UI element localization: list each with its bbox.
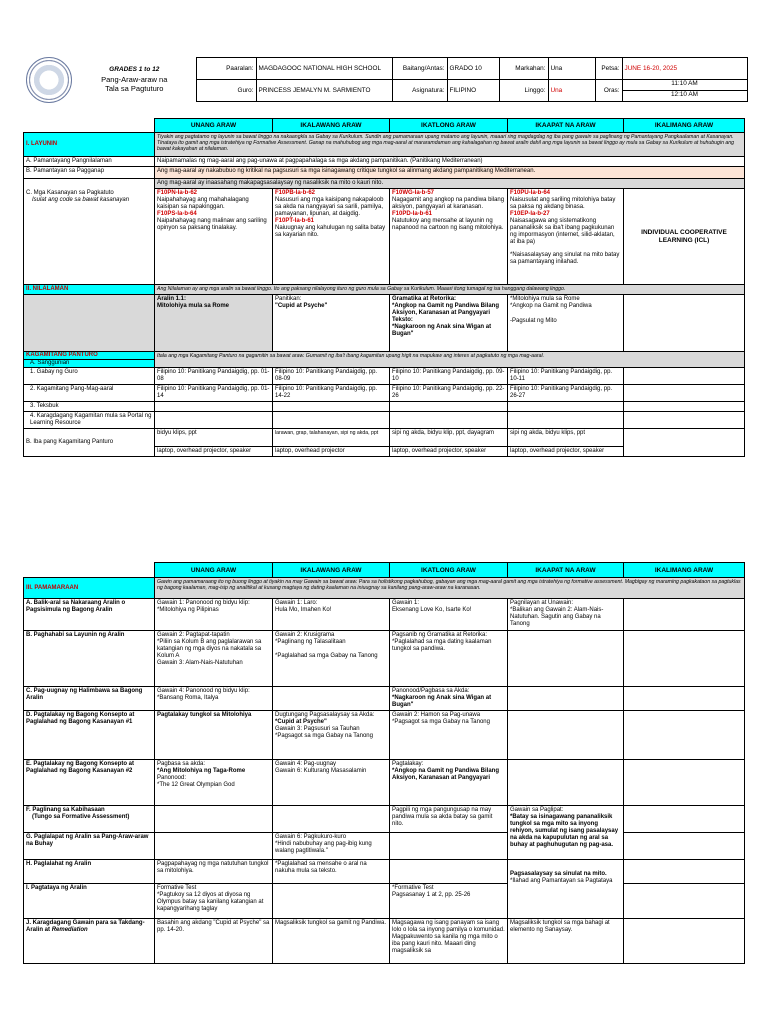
cell: Pagnilayan at Unawain: *Balikan ang Gawain 2: Alam-Nais-Natutuhan. Sagutin ang Gabay na Tanong — [508, 599, 624, 631]
nilalaman-day-3 — [390, 295, 508, 352]
row-label-text: (Tungo sa Formative Assessment) — [32, 814, 130, 820]
cell-text: *Nagkaroon ng Anak sina Wigan at Bugan" — [392, 695, 492, 708]
pamamaraan-heading: III. PAMAMARAAN — [24, 578, 155, 599]
markahan-value: Una — [548, 58, 595, 80]
nilalaman-day-2 — [273, 295, 390, 352]
cell — [508, 711, 624, 760]
competency-code: F10WG-Ia-b-57 — [392, 190, 435, 196]
cell — [508, 631, 624, 687]
cell: Gawain 4: Panonood ng bidyu klip: *Bansang Roma, Italya — [155, 687, 273, 711]
title-line2: Tala sa Pagtuturo — [105, 84, 164, 94]
competency-text: Naipahahayag ang mahahalagang kaisipan sa napakinggan. — [157, 197, 249, 210]
row-label-pagtataya: I. Pagtataya ng Aralin — [24, 884, 155, 919]
layunin-note: Tiyakin ang pagtatamo ng layunin sa bawat linggo na nakaangkla sa Gabay sa Kurikulum. Sundin ang pamamaraan upang matamo ang layunin, maaari ring magdagdag ng iba pang gawain sa paglinang ng Pamantayang Pangkaalaman at Kasanayan. Tinataya ito gamit ang mga istratehiya ng Formative Assessment. Ganap na mahuhubog ang mga mag-aaral at mararamdaman ang kahalagahan ng bawat aralin dahil ang mga layunin sa bawat linggo ay mula sa Gabay sa Kurikulum at huhubugin ang bawat kakayahan at nilalaman. — [155, 133, 745, 157]
competency-text: Natutukoy ang mensahe at layunin ng napanood na cartoon ng isang mitolohiya. — [392, 218, 504, 231]
kasanayan-day-2 — [273, 189, 390, 285]
competency-code: F10PT-Ia-b-61 — [275, 218, 315, 224]
day-1-header: UNANG ARAW — [155, 563, 273, 578]
cell — [155, 760, 273, 806]
cell — [508, 806, 624, 860]
oras-end: 12:10 AM — [670, 91, 698, 98]
layunin-heading: I. LAYUNIN — [24, 133, 155, 157]
day-5-header: IKALIMANG ARAW — [624, 119, 745, 133]
nilalaman-text: Panitikan: — [275, 296, 302, 302]
cell: Gawain 2: Krusigrama *Paglinang ng Talasalitaan *Paglalahad sa mga Gabay na Tanong — [273, 631, 390, 687]
cell-text: Pagsasalaysay sa sinulat na mito. — [510, 871, 607, 877]
linggo-value: Una — [548, 80, 595, 102]
cell-text: *Cupid at Psyche" — [275, 719, 327, 725]
cell: Gawain 1: Panonood ng bidyu klip: *Mitolohiya ng Pilipinas — [155, 599, 273, 631]
cell: Pagsanib ng Gramatika at Retorika: *Paglalahad sa mga dating kaalaman tungkol sa pandiwa. — [390, 631, 508, 687]
day-4-header: IKAAPAT NA ARAW — [508, 563, 624, 578]
pamantayan-pagganap-text: Ang mag-aaral ay nakabubuo ng kritikal na pagsusuri sa mga isinagawang critique tungkol sa alinmang akdang pampanitikang Mediterranean. — [155, 167, 745, 179]
cell-text: *Batay sa isinagawang pananaliksik tungkol sa mga mito sa inyong rehiyon, sumulat ng isang pasalaysay na akda na kapupulutan ng aral sa buhay at paghuhugutan ng pag-asa. — [510, 814, 619, 848]
competency-code: F10EP-Ia-b-27 — [510, 211, 550, 217]
day-5-header: IKALIMANG ARAW — [624, 563, 745, 578]
row-label-pag-uugnay: C. Pag-uugnay ng Halimbawa sa Bagong Aralin — [24, 687, 155, 711]
nilalaman-text: -Pagsulat ng Mito — [510, 318, 557, 324]
cell-text: Pagbasa sa akda: — [157, 761, 206, 767]
cell-text: Gawain 3: Pagsusuri sa Tauhan *Pagsagot sa mga Gabay na Tanong — [275, 726, 373, 739]
row-label-text: J. Karagdagang Gawain para sa Takdang-Aralin at — [26, 920, 145, 933]
competency-text: Naipahahayag nang malinaw ang sariling opinyon sa paksang tinalakay. — [157, 218, 267, 231]
cell: Pagtalakay tungkol sa Mitolohiya — [155, 711, 273, 760]
iba2-day-2: laptop, overhead projector — [273, 447, 390, 457]
oras-start: 11:10 AM — [623, 80, 747, 91]
nilalaman-note: Ang Nilalaman ay ang mga aralin sa bawat linggo. Ito ang paksang nilalayong ituro ng guro mula sa Gabay sa Kurikulum. Maaari itong tumagal ng isa hanggang dalawang linggo. — [155, 285, 745, 295]
row-label-pagtalakay-1: D. Pagtalakay ng Bagong Konsepto at Paglalahad ng Bagong Kasanayan #1 — [24, 711, 155, 760]
kasanayan-label: C. Mga Kasanayan sa Pagkatuto — [26, 189, 114, 196]
learning-resource-label: 4. Karagdagang Kagamitan mula sa Portal ng Learning Resource — [24, 412, 155, 429]
iba2-day-1: laptop, overhead projector, speaker — [155, 447, 273, 457]
pamantayang-pangnilalaman-text: Naipamamalas ng mag-aaral ang pag-unawa at pagpapahalaga sa mga akdang pampanitikan. (Panitikang Mediterranean) — [155, 157, 745, 167]
mag-day-2: Filipino 10: Panitikang Pandaigdig, pp. 14-22 — [273, 385, 390, 402]
gabay-day-4: Filipino 10: Panitikang Pandaigdig, pp. 10-11 — [508, 368, 624, 385]
iba-pang-kagamitan-label: B. Iba pang Kagamitang Panturo — [24, 429, 155, 457]
gabay-day-2: Filipino 10: Panitikang Pandaigdig, pp. 08-09 — [273, 368, 390, 385]
competency-code: F10PD-Ia-b-61 — [392, 211, 433, 217]
competency-text: Nasusuri ang mga kaisipang nakapaloob sa akda na nangyayari sa sarili, pamilya, pamayanan, lipunan, at daigdig. — [275, 197, 384, 217]
title-line1: Pang-Araw-araw na — [101, 74, 168, 84]
nilalaman-heading: II. NILALAMAN — [24, 285, 155, 295]
plan-table-2 — [23, 562, 745, 964]
iba-day-2: larawan, grap, talahanayan, sipi ng akda, ppt — [273, 429, 390, 447]
cell-text: Panonood: *The 12 Great Olympian God — [157, 775, 235, 788]
row-label-paglalahat: H. Paglalahat ng Aralin — [24, 860, 155, 884]
competency-code: F10PB-Ia-b-62 — [275, 190, 316, 196]
kasanayan-day-1 — [155, 189, 273, 285]
kagamitan-heading-cell — [24, 352, 155, 368]
nilalaman-text: Teksto: — [392, 317, 413, 323]
cell-text: Pagtalakay: — [392, 761, 424, 767]
competency-text: Naiuugnay ang kahulugan ng salita batay sa kayarian nito. — [275, 225, 386, 238]
cell: Magsaliksik tungkol sa gamit ng Pandiwa. — [273, 919, 390, 964]
competency-code: F10PS-Ia-b-64 — [157, 211, 197, 217]
pamantayan-pagganap-label: B. Pamantayan sa Pagganap — [24, 167, 155, 179]
cell — [155, 833, 273, 860]
cell: Magsagawa ng isang panayam sa isang lolo o lola sa inyong pamilya o komunidad. Magpakuwento sa kanila ng mga mito o iba pang kauri nito. Maaari ding magsaliksik sa — [390, 919, 508, 964]
petsa-value: JUNE 16-20, 2025 — [622, 58, 747, 80]
kagamitan-heading: KAGAMITANG PANTURO — [24, 352, 154, 360]
cell-text: Panonood/Pagbasa sa Akda: — [392, 688, 470, 694]
teksbuk-label: 3. Teksbuk — [24, 402, 155, 412]
sanggunian-label: A. Sanggunian — [30, 360, 70, 366]
cell-text: *Ilahad ang Pamantayan sa Pagtataya — [510, 878, 613, 884]
iba2-day-3: laptop, overhead projector, speaker — [390, 447, 508, 457]
cell-text: Dugtungang Pagsasalaysay sa Akda: — [275, 712, 375, 718]
cell: Basahin ang akdang "Cupid at Psyche" sa pp. 14-20. — [155, 919, 273, 964]
cell: *Formative Test Pagsasanay 1 at 2, pp. 25-26 — [390, 884, 508, 919]
mag-day-3: Filipino 10: Panitikang Pandaigdig, pp. 22-26 — [390, 385, 508, 402]
cell — [508, 687, 624, 711]
paaralan-value: MAGDAGOOC NATIONAL HIGH SCHOOL — [256, 58, 392, 80]
nilalaman-text: *Nagkaroon ng Anak sina Wigan at Bugan" — [392, 324, 492, 337]
cell — [390, 760, 508, 806]
kasanayan-day-3 — [390, 189, 508, 285]
row-label-text: Remediation — [51, 927, 88, 933]
iba-day-4: sipi ng akda, bidyu klips, ppt — [508, 429, 624, 447]
header-table — [23, 57, 748, 102]
cell — [273, 711, 390, 760]
cell: Pagpapahayag ng mga natutuhan tungkol sa mitolohiya. — [155, 860, 273, 884]
cell: Formative Test *Pagtukoy sa 12 diyos at diyosa ng Olympus batay sa kanilang katangian at kapangyarihang taglay — [155, 884, 273, 919]
guro-value: PRINCESS JEMALYN M. SARMIENTO — [256, 80, 392, 102]
iba-day-1: bidyu klips, ppt — [155, 429, 273, 447]
cell: Magsaliksik tungkol sa mga bahagi at elemento ng Sanaysay. — [508, 919, 624, 964]
pamantayang-pangnilalaman-label: A. Pamantayang Pangnilalaman — [24, 157, 155, 167]
asignatura-label: Asignatura: — [392, 80, 447, 102]
nilalaman-text: "Cupid at Psyche" — [275, 303, 328, 309]
asignatura-value: FILIPINO — [447, 80, 499, 102]
competency-code: F10PN-Ia-b-62 — [157, 190, 198, 196]
cell: Gawain 6: Pagkukuro-kuro *Hindi nabubuhay ang pag-ibig kung walang pagtitiwala." — [273, 833, 390, 860]
nilalaman-text: *Angkop na Gamit ng Pandiwa Bilang Aksiyon, Karanasan at Pangyayari — [392, 303, 500, 316]
row-label-text: F. Paglinang sa Kabihasaan — [26, 807, 105, 813]
iba-day-3: sipi ng akda, bidyu klip, ppt, dayagram — [390, 429, 508, 447]
kagamitan-note: Itala ang mga Kagamitang Panturo na gagamitin sa bawat araw. Gumamit ng iba't ibang kagamitan upang higit na mapukaw ang interes at pagkatuto ng mga mag-aaral. — [155, 352, 745, 368]
paaralan-label: Paaralan: — [196, 58, 256, 80]
kasanayan-day-4 — [508, 189, 624, 285]
cell — [390, 833, 508, 860]
cell-text: *Angkop na Gamit ng Pandiwa Bilang Aksiyon, Karanasan at Pangyayari — [392, 768, 500, 781]
row-label-paglalapat: G. Paglalapat ng Aralin sa Pang-Araw-araw na Buhay — [24, 833, 155, 860]
cell: Gawain 1: Eksenang Love Ko, Isarte Ko! — [390, 599, 508, 631]
day-2-header: IKALAWANG ARAW — [273, 119, 390, 133]
cell: Gawain 2: Hamon sa Pag-unawa *Pagsagot sa mga Gabay na Tanong — [390, 711, 508, 760]
baitang-label: Baitang/Antas: — [392, 58, 447, 80]
cell-text: *Ang Mitolohiya ng Taga-Rome — [157, 768, 246, 774]
kasanayan-sublabel: Isulat ang code sa bawat kasanayan — [32, 196, 130, 203]
nilalaman-text: *Angkop na Gamit ng Pandiwa — [510, 303, 592, 309]
cell — [155, 806, 273, 833]
gabay-guro-label: 1. Gabay ng Guro — [24, 368, 155, 385]
oras-label: Oras: — [595, 80, 622, 102]
gabay-day-3: Filipino 10: Panitikang Pandaigdig, pp. 09-10 — [390, 368, 508, 385]
cell — [390, 860, 508, 884]
day-1-header: UNANG ARAW — [155, 119, 273, 133]
pang-mag-aaral-label: 2. Kagamitang Pang-Mag-aaral — [24, 385, 155, 402]
row-label-paghahabi: B. Paghahabi sa Layunin ng Aralin — [24, 631, 155, 687]
nilalaman-day-4 — [508, 295, 624, 352]
cell: Gawain 4: Pag-uugnay Gawain 6: Kulturang Masasalamin — [273, 760, 390, 806]
nilalaman-text: Gramatika at Retorika: — [392, 296, 457, 302]
mag-day-1: Filipino 10: Panitikang Pandaigdig, pp. 01-14 — [155, 385, 273, 402]
cell — [508, 860, 624, 919]
nilalaman-text: *Mitolohiya mula sa Rome — [510, 296, 580, 302]
nilalaman-day-1: Aralin 1.1: Mitolohiya mula sa Rome — [155, 295, 273, 352]
guro-label: Guro: — [196, 80, 256, 102]
cell — [273, 687, 390, 711]
day-3-header: IKATLONG ARAW — [390, 563, 508, 578]
competency-text: Naisasagawa ang sistematikong pananaliksik sa iba't ibang pagkukunan ng impormasyon (internet, silid-aklatan, at iba pa) — [510, 218, 615, 245]
day-2-header: IKALAWANG ARAW — [273, 563, 390, 578]
oras-cell — [622, 80, 747, 102]
row-label-balik-aral: A. Balik-aral sa Nakaraang Aralin o Pagsisimula ng Bagong Aralin — [24, 599, 155, 631]
cell — [508, 760, 624, 806]
cell: Gawain 1: Laro: Hula Mo, Imahen Ko! — [273, 599, 390, 631]
competency-code: F10PU-Ia-b-64 — [510, 190, 551, 196]
plan-table-1 — [23, 118, 745, 457]
kasanayan-day-5: INDIVIDUAL COOPERATIVE LEARNING (ICL) — [624, 189, 745, 285]
competency-text: *Naisasalaysay ang sinulat na mito batay sa pamantayang inilahad. — [510, 252, 620, 265]
markahan-label: Markahan: — [499, 58, 548, 80]
cell: Gawain 2: Pagtapat-tapatin *Piliin sa Kolum B ang paglalarawan sa katangian ng mga diyos na nakatala sa Kolum A Gawain 3: Alam-Nais-Natutuhan — [155, 631, 273, 687]
day-3-header: IKATLONG ARAW — [390, 119, 508, 133]
kasanayan-label-cell — [24, 189, 155, 285]
cell: *Paglalahad sa mensahe o aral na nakuha mula sa teksto. — [273, 860, 390, 884]
cell — [390, 687, 508, 711]
day-4-header: IKAAPAT NA ARAW — [508, 119, 624, 133]
cell — [273, 806, 390, 833]
competency-text: Nagagamit ang angkop na pandiwa bilang aksiyon, pangyayari at karanasan. — [392, 197, 505, 210]
mag-day-4: Filipino 10: Panitikang Pandaigdig, pp. 26-27 — [508, 385, 624, 402]
linggo-label: Linggo: — [499, 80, 548, 102]
row-label-takdang-aralin — [24, 919, 155, 964]
petsa-label: Petsa: — [595, 58, 622, 80]
kasanayan-intro: Ang mag-aaral ay inaasahang makapagsasalaysay ng nasaliksik na mito o kauri nito. — [155, 179, 745, 189]
gabay-day-1: Filipino 10: Panitikang Pandaigdig, pp. 01-08 — [155, 368, 273, 385]
row-label-pagtalakay-2: E. Pagtalakay ng Bagong Konsepto at Paglalahad ng Bagong Kasanayan #2 — [24, 760, 155, 806]
cell-text: Gawain sa Paglipat: — [510, 807, 564, 813]
cell: Pagpili ng mga pangungusap na may pandiwa mula sa akda batay sa gamit nito. — [390, 806, 508, 833]
cell — [273, 884, 390, 919]
grades-label: GRADES 1 to 12 — [109, 66, 160, 74]
iba2-day-4: laptop, overhead projector, speaker — [508, 447, 624, 457]
competency-text: Naisusulat ang sariling mitolohiya batay sa paksa ng akdang binasa. — [510, 197, 616, 210]
pamamaraan-note: Gawin ang pamamaraang ito ng buong linggo at tiyakin na may Gawain sa bawat araw. Para sa holistikong pagkahubog, gabayan ang mga mag-aaral gamit ang mga istratehiya ng formative assessment. Magbigay ng maraming pagkakataon sa pagtuklas ng bagong kaalaman, mag-isip ng analitikal at kusang magtaya ng dating kaalaman na iniuugnay sa kanilang pang-araw-araw na karanasan. — [155, 578, 745, 599]
row-label-kabihasaan — [24, 806, 155, 833]
baitang-value: GRADO 10 — [447, 58, 499, 80]
